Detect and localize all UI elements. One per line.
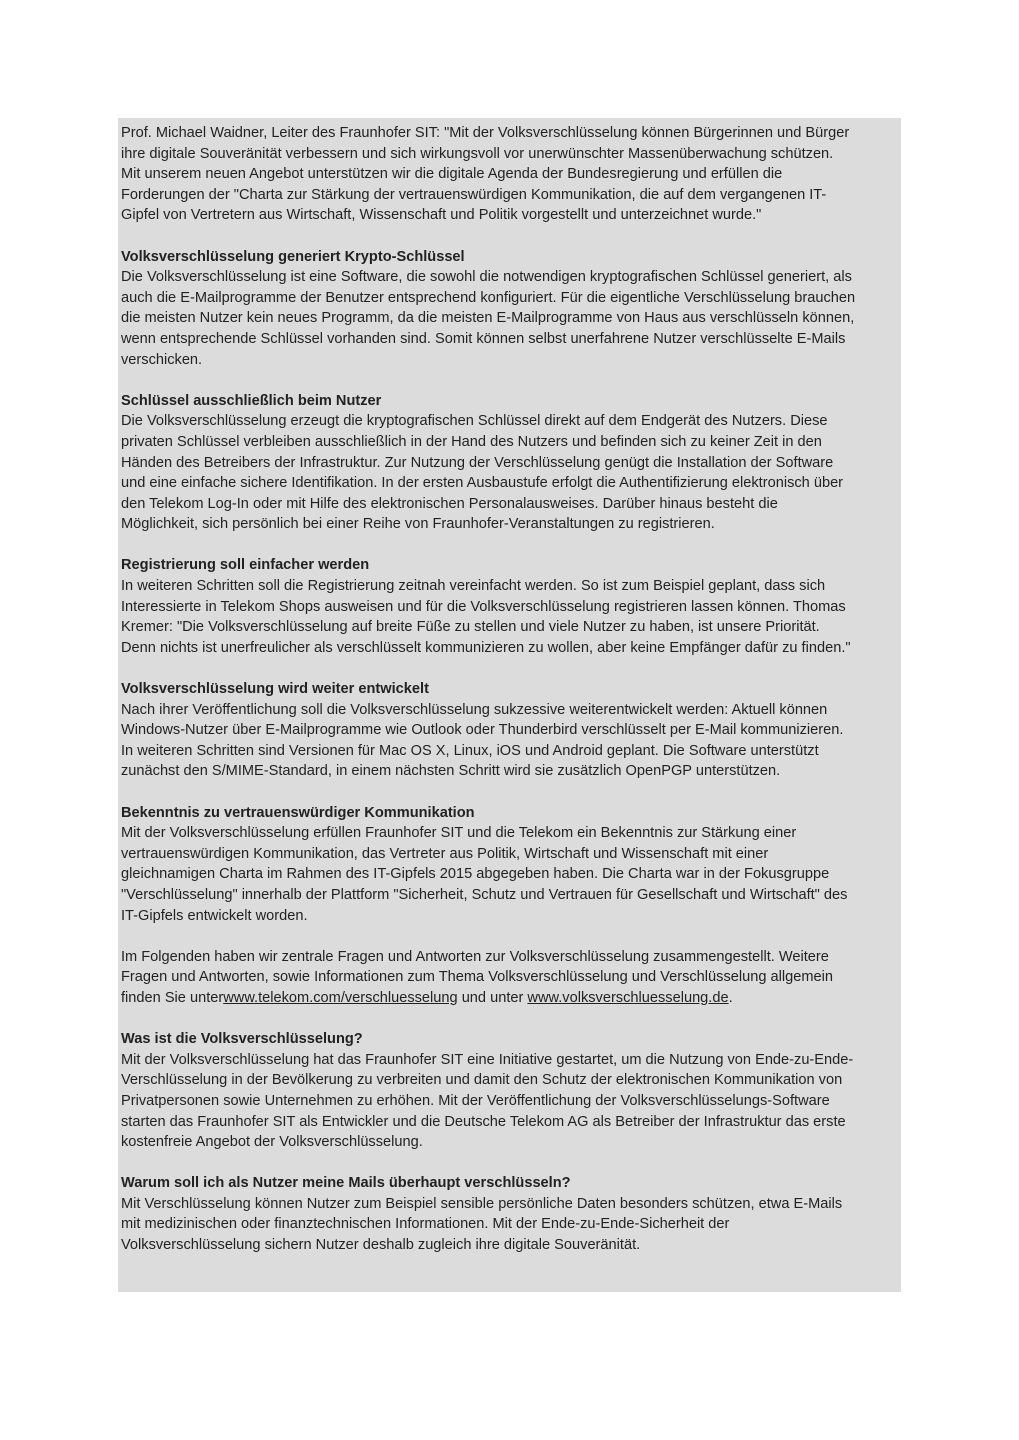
text-line: privaten Schlüssel verbleiben ausschließlich in der Hand des Nutzers und befinden sich zu keiner Zeit in den <box>121 433 822 450</box>
text-line: Privatpersonen sowie Unternehmen zu erhöhen. Mit der Veröffentlichung der Volksverschlüsselungs-Software <box>121 1092 830 1109</box>
section-krypto-schluessel <box>121 247 898 371</box>
text-line: Mit Verschlüsselung können Nutzer zum Beispiel sensible persönliche Daten besonders schützen, etwa E-Mails <box>121 1195 843 1212</box>
text-line: auch die E-Mailprogramme der Benutzer entsprechend konfiguriert. Für die eigentliche Verschlüsselung brauchen <box>121 289 856 306</box>
text-line: Mit der Volksverschlüsselung erfüllen Fraunhofer SIT und die Telekom ein Bekenntnis zur Stärkung einer <box>121 825 797 842</box>
section-heading: Schlüssel ausschließlich beim Nutzer <box>121 392 382 409</box>
section-heading: Bekenntnis zu vertrauenswürdiger Kommunikation <box>121 804 475 821</box>
text-line: IT-Gipfels entwickelt worden. <box>121 907 308 924</box>
text-line: In weiteren Schritten soll die Registrierung zeitnah vereinfacht werden. So ist zum Beispiel geplant, dass sich <box>121 578 826 595</box>
text-line: Nach ihrer Veröffentlichung soll die Volksverschlüsselung sukzessive weiterentwickelt werden: Aktuell können <box>121 701 828 718</box>
section-heading: Registrierung soll einfacher werden <box>121 557 370 574</box>
document-body <box>118 118 901 1292</box>
text-line: gleichnamigen Charta im Rahmen des IT-Gipfels 2015 abgegeben haben. Die Charta war in der Fokusgruppe <box>121 866 830 883</box>
text-line: Volksverschlüsselung sichern Nutzer deshalb zugleich ihre digitale Souveränität. <box>121 1237 641 1254</box>
text-line: Denn nichts ist unerfreulicher als verschlüsselt kommunizieren zu wollen, aber keine Empfänger dafür zu finden." <box>121 639 851 656</box>
text-line: verschicken. <box>121 351 203 368</box>
link-middle-text: und unter <box>457 989 528 1006</box>
text-line: Windows-Nutzer über E-Mailprogramme wie Outlook oder Thunderbird verschlüsselt per E-Mail kommunizieren. <box>121 722 844 739</box>
text-line: Im Folgenden haben wir zentrale Fragen und Antworten zur Volksverschlüsselung zusammengestellt. Weitere <box>121 948 829 965</box>
text-line: wenn entsprechende Schlüssel vorhanden sind. Somit können selbst unerfahrene Nutzer verschlüsselte E-Mails <box>121 330 846 347</box>
text-line: Kremer: "Die Volksverschlüsselung auf breite Füße zu stellen und viele Nutzer zu haben, ist unsere Priorität. <box>121 619 820 636</box>
telekom-verschluesselung-link[interactable]: www.telekom.com/verschluesselung <box>223 989 458 1006</box>
text-line: Die Volksverschlüsselung ist eine Software, die sowohl die notwendigen kryptografischen Schlüssel generiert, als <box>121 269 852 286</box>
links-paragraph <box>121 947 898 1009</box>
text-line-with-links <box>121 988 898 1009</box>
text-line: Interessierte in Telekom Shops ausweisen und für die Volksverschlüsselung registrieren lassen können. Thomas <box>121 598 846 615</box>
text-line: und eine einfache sichere Identifikation. In der ersten Ausbaustufe erfolgt die Authentifizierung elektronisch über <box>121 475 844 492</box>
volksverschluesselung-link[interactable]: www.volksverschluesselung.de <box>527 989 729 1006</box>
faq-question: Warum soll ich als Nutzer meine Mails überhaupt verschlüsseln? <box>121 1175 571 1192</box>
faq-was-ist <box>121 1029 898 1153</box>
section-bekenntnis <box>121 803 898 927</box>
text-line: starten das Fraunhofer SIT als Entwickler und die Deutsche Telekom AG als Betreiber der Infrastruktur das erste <box>121 1113 846 1130</box>
section-heading: Volksverschlüsselung generiert Krypto-Schlüssel <box>121 248 465 265</box>
text-line: kostenfreie Angebot der Volksverschlüsselung. <box>121 1134 423 1151</box>
section-heading: Volksverschlüsselung wird weiter entwickelt <box>121 681 429 698</box>
text-line: zunächst den S/MIME-Standard, in einem nächsten Schritt wird sie zusätzlich OpenPGP unterstützen. <box>121 763 781 780</box>
text-line: Fragen und Antworten, sowie Informationen zum Thema Volksverschlüsselung und Verschlüsselung allgemein <box>121 969 833 986</box>
faq-warum <box>121 1173 898 1255</box>
section-weiterentwicklung <box>121 679 898 782</box>
faq-question: Was ist die Volksverschlüsselung? <box>121 1031 363 1048</box>
text-line: Prof. Michael Waidner, Leiter des Fraunhofer SIT: "Mit der Volksverschlüsselung können Bürgerinnen und Bürger <box>121 125 850 141</box>
text-line: Händen des Betreibers der Infrastruktur. Zur Nutzung der Verschlüsselung genügt die Installation der Software <box>121 454 834 471</box>
text-line: die meisten Nutzer kein neues Programm, da die meisten E-Mailprogramme von Haus aus verschlüsseln können, <box>121 310 855 327</box>
text-line: Verschlüsselung in der Bevölkerung zu verbreiten und damit den Schutz der elektronischen Kommunikation von <box>121 1072 843 1089</box>
text-line: den Telekom Log-In oder mit Hilfe des elektronischen Personalausweises. Darüber hinaus besteht die <box>121 495 778 512</box>
text-line: mit medizinischen oder finanztechnischen Informationen. Mit der Ende-zu-Ende-Sicherheit der <box>121 1216 730 1233</box>
text-line: vertrauenswürdigen Kommunikation, das Vertreter aus Politik, Wirtschaft und Wissenschaft mit einer <box>121 845 769 862</box>
text-line: Möglichkeit, sich persönlich bei einer Reihe von Fraunhofer-Veranstaltungen zu registrieren. <box>121 516 715 533</box>
text-line: In weiteren Schritten sind Versionen für Mac OS X, Linux, iOS und Android geplant. Die Software unterstützt <box>121 742 819 759</box>
text-line: ihre digitale Souveränität verbessern und sich wirkungsvoll vor unerwünschter Massenüberwachung schützen. <box>121 145 834 162</box>
section-registrierung <box>121 555 898 658</box>
section-schluessel-nutzer <box>121 391 898 535</box>
link-prefix-text: finden Sie unter <box>121 989 224 1006</box>
text-line: Gipfel von Vertretern aus Wirtschaft, Wissenschaft und Politik vorgestellt und unterzeichnet wurde." <box>121 207 762 224</box>
text-line: Die Volksverschlüsselung erzeugt die kryptografischen Schlüssel direkt auf dem Endgerät des Nutzers. Diese <box>121 413 828 430</box>
text-line: "Verschlüsselung" innerhalb der Plattform "Sicherheit, Schutz und Vertrauen für Gesellschaft und Wirtschaft" des <box>121 886 848 903</box>
text-line: Forderungen der "Charta zur Stärkung der vertrauenswürdigen Kommunikation, die auf dem vergangenen IT- <box>121 186 827 203</box>
text-line: Mit der Volksverschlüsselung hat das Fraunhofer SIT eine Initiative gestartet, um die Nutzung von Ende-zu-Ende- <box>121 1051 854 1068</box>
intro-paragraph <box>121 123 898 226</box>
link-suffix-text: . <box>728 989 733 1006</box>
text-line: Mit unserem neuen Angebot unterstützen wir die digitale Agenda der Bundesregierung und erfüllen die <box>121 166 783 183</box>
